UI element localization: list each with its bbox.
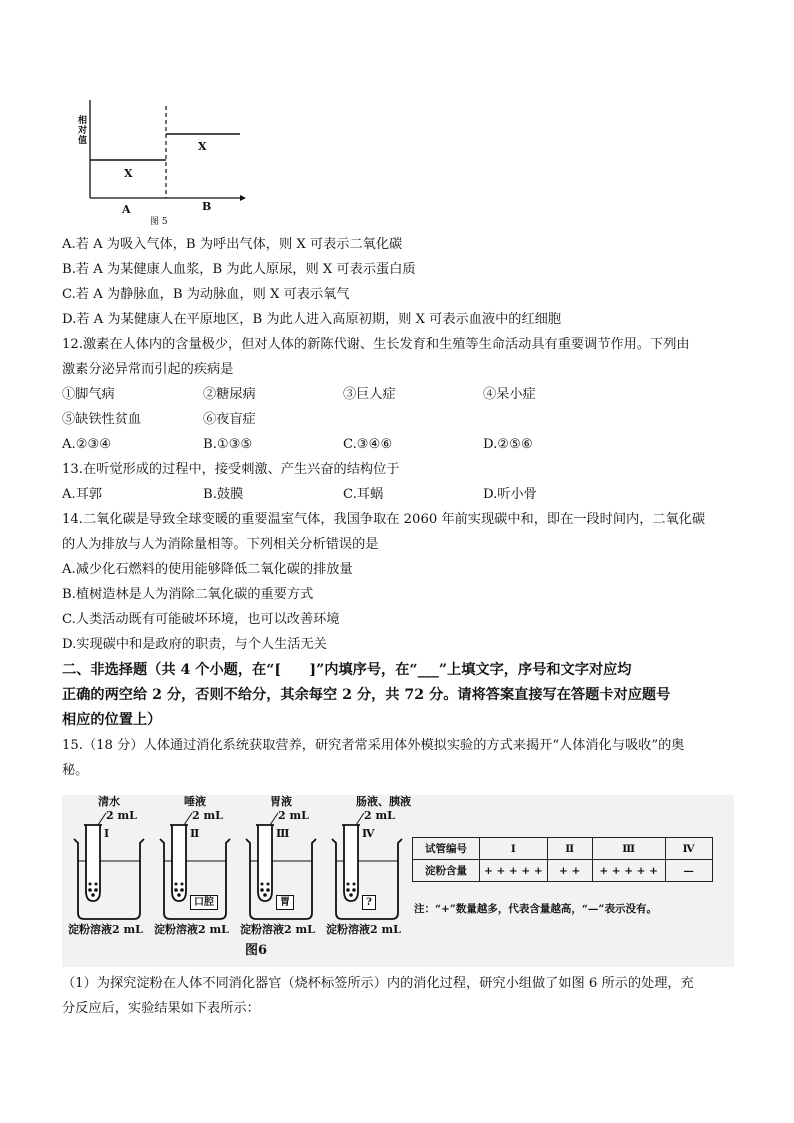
table-cell: Ⅲ: [592, 838, 665, 860]
table-cell: Ⅳ: [665, 838, 712, 860]
beaker-setup: [68, 795, 152, 935]
q13-option-b: B.鼓膜: [203, 487, 244, 502]
tube-liquid-label: 胃液: [270, 795, 292, 808]
beaker-label: 淀粉溶液2 mL: [68, 923, 143, 936]
table-cell: + + + + +: [592, 860, 665, 882]
table-row: [413, 838, 713, 860]
tube-numeral: Ⅱ: [190, 827, 200, 840]
q12-option-a: A.②③④: [62, 437, 112, 452]
beaker-tag: ?: [362, 895, 376, 910]
q11-option-d: D.若 A 为某健康人在平原地区，B 为此人进入高原初期，则 X 可表示血液中的红细胞: [62, 312, 562, 327]
region-b-label: B: [202, 200, 212, 213]
q12-item-3: ③巨人症: [343, 387, 396, 402]
tube-volume-label: 2 mL: [192, 809, 223, 822]
q15-stem-2: 秘。: [62, 763, 89, 778]
tube-volume-label: 2 mL: [106, 809, 137, 822]
tube-volume-label: 2 mL: [364, 809, 395, 822]
q14-option-a: A.减少化石燃料的使用能够降低二氧化碳的排放量: [62, 562, 353, 577]
beaker-label: 淀粉溶液2 mL: [240, 923, 315, 936]
q12-item-5: ⑤缺铁性贫血: [62, 412, 142, 427]
q15-part1-line-1: （1）为探究淀粉在人体不同消化器官（烧杯标签所示）内的消化过程，研究小组做了如图 6 所示的处理，充: [62, 976, 694, 991]
beaker-setup: [154, 795, 238, 935]
beaker-tag: 口腔: [190, 895, 218, 910]
q12-item-1: ①脚气病: [62, 387, 115, 402]
figure-5: [80, 96, 250, 228]
beaker-label: 淀粉溶液2 mL: [326, 923, 401, 936]
q14-stem-1: 14.二氧化碳是导致全球变暖的重要温室气体，我国争取在 2060 年前实现碳中和，即在一段时间内，二氧化碳: [62, 512, 706, 527]
q12-item-4: ④呆小症: [483, 387, 536, 402]
q12-item-2: ②糖尿病: [203, 387, 256, 402]
section-2-line-3: 相应的位置上）: [62, 712, 162, 728]
q13-option-c: C.耳蜗: [343, 487, 384, 502]
section-2-line-1: 二、非选择题（共 4 个小题，在“[ ]”内填序号，在“___”上填文字，序号和文字对应均: [62, 662, 632, 678]
q11-option-a: A.若 A 为吸入气体，B 为呼出气体，则 X 可表示二氧化碳: [62, 237, 403, 252]
q13-stem: 13.在听觉形成的过程中，接受刺激、产生兴奋的结构位于: [62, 462, 400, 477]
q12-option-b: B.①③⑤: [203, 437, 253, 452]
q15-stem-1: 15.（18 分）人体通过消化系统获取营养，研究者常采用体外模拟实验的方式来揭开“人体消化与吸收”的奥: [62, 738, 685, 753]
result-table: [412, 837, 713, 882]
figure-6-caption: 图6: [245, 943, 268, 958]
y-axis-label: 相 对 值: [78, 116, 88, 146]
table-cell: + +: [547, 860, 592, 882]
tube-numeral: Ⅳ: [362, 827, 375, 840]
result-table-wrapper: [412, 837, 713, 882]
table-header-tube: 试管编号: [413, 838, 480, 860]
beaker-setup: [326, 795, 410, 935]
tube-liquid-label: 肠液、胰液: [356, 795, 411, 808]
table-cell: Ⅱ: [547, 838, 592, 860]
q13-option-a: A.耳郭: [62, 487, 103, 502]
q14-option-b: B.植树造林是人为消除二氧化碳的重要方式: [62, 587, 314, 602]
x-label-right: X: [198, 140, 207, 153]
q15-part1-line-2: 分反应后，实验结果如下表所示：: [62, 1001, 260, 1016]
q11-option-c: C.若 A 为静脉血，B 为动脉血，则 X 可表示氧气: [62, 287, 350, 302]
q12-item-6: ⑥夜盲症: [203, 412, 256, 427]
q13-option-d: D.听小骨: [483, 487, 537, 502]
beaker-tag: 胃: [276, 895, 294, 910]
q12-option-c: C.③④⑥: [343, 437, 393, 452]
q11-option-b: B.若 A 为某健康人血浆，B 为此人原尿，则 X 可表示蛋白质: [62, 262, 416, 277]
tube-numeral: Ⅰ: [104, 827, 110, 840]
q14-option-c: C.人类活动既有可能破坏环境，也可以改善环境: [62, 612, 340, 627]
figure-5-graph: [80, 96, 250, 228]
tube-volume-label: 2 mL: [278, 809, 309, 822]
x-label-left: X: [124, 167, 133, 180]
table-cell: —: [665, 860, 712, 882]
table-row: [413, 860, 713, 882]
region-a-label: A: [122, 203, 131, 216]
table-note: 注：“+”数量越多，代表含量越高，“—”表示没有。: [414, 903, 657, 915]
beaker-label: 淀粉溶液2 mL: [154, 923, 229, 936]
q14-stem-2: 的人为排放与人为消除量相等。下列相关分析错误的是: [62, 537, 379, 552]
q14-option-d: D.实现碳中和是政府的职责，与个人生活无关: [62, 637, 327, 652]
figure-6: [62, 795, 734, 967]
tube-numeral: Ⅲ: [276, 827, 290, 840]
q12-stem-1: 12.激素在人体内的含量极少，但对人体的新陈代谢、生长发育和生殖等生命活动具有重要调节作用。下列由: [62, 337, 690, 352]
table-cell: + + + + +: [480, 860, 548, 882]
q12-option-d: D.②⑤⑥: [483, 437, 533, 452]
q12-stem-2: 激素分泌异常而引起的疾病是: [62, 362, 234, 377]
tube-liquid-label: 唾液: [184, 795, 206, 808]
table-header-starch: 淀粉含量: [413, 860, 480, 882]
beaker-setup: [240, 795, 324, 935]
tube-liquid-label: 清水: [98, 795, 120, 808]
table-cell: Ⅰ: [480, 838, 548, 860]
figure-5-caption: 图 5: [150, 217, 168, 227]
section-2-line-2: 正确的两空给 2 分，否则不给分，其余每空 2 分，共 72 分。请将答案直接写在答题卡对应题号: [62, 687, 671, 703]
